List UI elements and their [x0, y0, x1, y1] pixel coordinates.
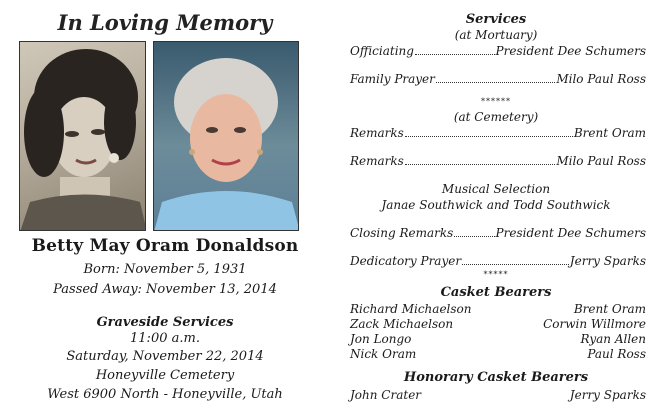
at-mortuary-label: (at Mortuary) [454, 28, 538, 42]
service-time: 11:00 a.m. [130, 331, 200, 346]
program-row-dedicatory-prayer [350, 254, 646, 268]
program-name: President Dee Schumers [495, 44, 646, 58]
passed-date: Passed Away: November 13, 2014 [53, 282, 277, 297]
services-heading: Services [465, 12, 527, 27]
right-panel [340, 0, 652, 414]
honorary-bearer-left: John Crater [350, 388, 422, 402]
program-name: Brent Oram [573, 126, 646, 140]
program-label: Dedicatory Prayer [350, 254, 462, 268]
memorial-title: In Loving Memory [57, 10, 273, 35]
program-label: Officiating [350, 44, 414, 58]
at-cemetery-label: (at Cemetery) [453, 110, 539, 124]
born-date: Born: November 5, 1931 [83, 262, 247, 277]
casket-bearer-left: Nick Oram [350, 347, 417, 361]
musical-performers: Janae Southwick and Todd Southwick [381, 198, 611, 212]
leader-dots [405, 136, 573, 137]
separator-stars: ****** [481, 97, 511, 106]
deceased-name: Betty May Oram Donaldson [31, 236, 299, 256]
left-panel [0, 0, 320, 414]
service-place: Honeyville Cemetery [95, 368, 235, 383]
casket-bearer-left: Zack Michaelson [350, 317, 454, 331]
casket-bearer-left: Richard Michaelson [350, 302, 472, 316]
leader-dots [454, 236, 494, 237]
casket-bearer-row [350, 302, 646, 316]
casket-bearer-row [350, 317, 646, 331]
program-row-remarks-2 [350, 154, 646, 168]
service-address: West 6900 North - Honeyville, Utah [47, 387, 283, 402]
graveside-heading: Graveside Services [96, 315, 234, 330]
program-row-family-prayer [350, 72, 646, 86]
program-name: Milo Paul Ross [556, 72, 646, 86]
casket-bearer-right: Corwin Willmore [543, 317, 646, 331]
program-label: Closing Remarks [350, 226, 454, 240]
portrait-photo-elderly [153, 41, 299, 231]
leader-dots [436, 82, 555, 83]
casket-bearer-right: Ryan Allen [580, 332, 646, 346]
musical-selection-heading: Musical Selection [441, 182, 551, 196]
program-row-closing-remarks [350, 226, 646, 240]
honorary-bearer-row [350, 388, 646, 402]
casket-bearers-heading: Casket Bearers [440, 285, 552, 300]
program-label: Remarks [350, 126, 404, 140]
program-name: President Dee Schumers [495, 226, 646, 240]
leader-dots [405, 164, 556, 165]
program-name: Milo Paul Ross [556, 154, 646, 168]
program-name: Jerry Sparks [569, 254, 646, 268]
program-label: Family Prayer [350, 72, 435, 86]
casket-bearer-left: Jon Longo [350, 332, 412, 346]
casket-bearer-row [350, 347, 646, 361]
leader-dots [415, 54, 495, 55]
honorary-bearers-heading: Honorary Casket Bearers [403, 370, 589, 385]
honorary-bearer-right: Jerry Sparks [569, 388, 646, 402]
portrait-photo-young [19, 41, 146, 231]
casket-bearer-right: Paul Ross [587, 347, 646, 361]
program-row-remarks-1 [350, 126, 646, 140]
casket-bearer-row [350, 332, 646, 346]
separator-stars: ***** [483, 270, 509, 279]
casket-bearer-right: Brent Oram [573, 302, 646, 316]
program-label: Remarks [350, 154, 404, 168]
service-date: Saturday, November 22, 2014 [66, 349, 264, 364]
program-row-officiating [350, 44, 646, 58]
leader-dots [462, 264, 569, 265]
